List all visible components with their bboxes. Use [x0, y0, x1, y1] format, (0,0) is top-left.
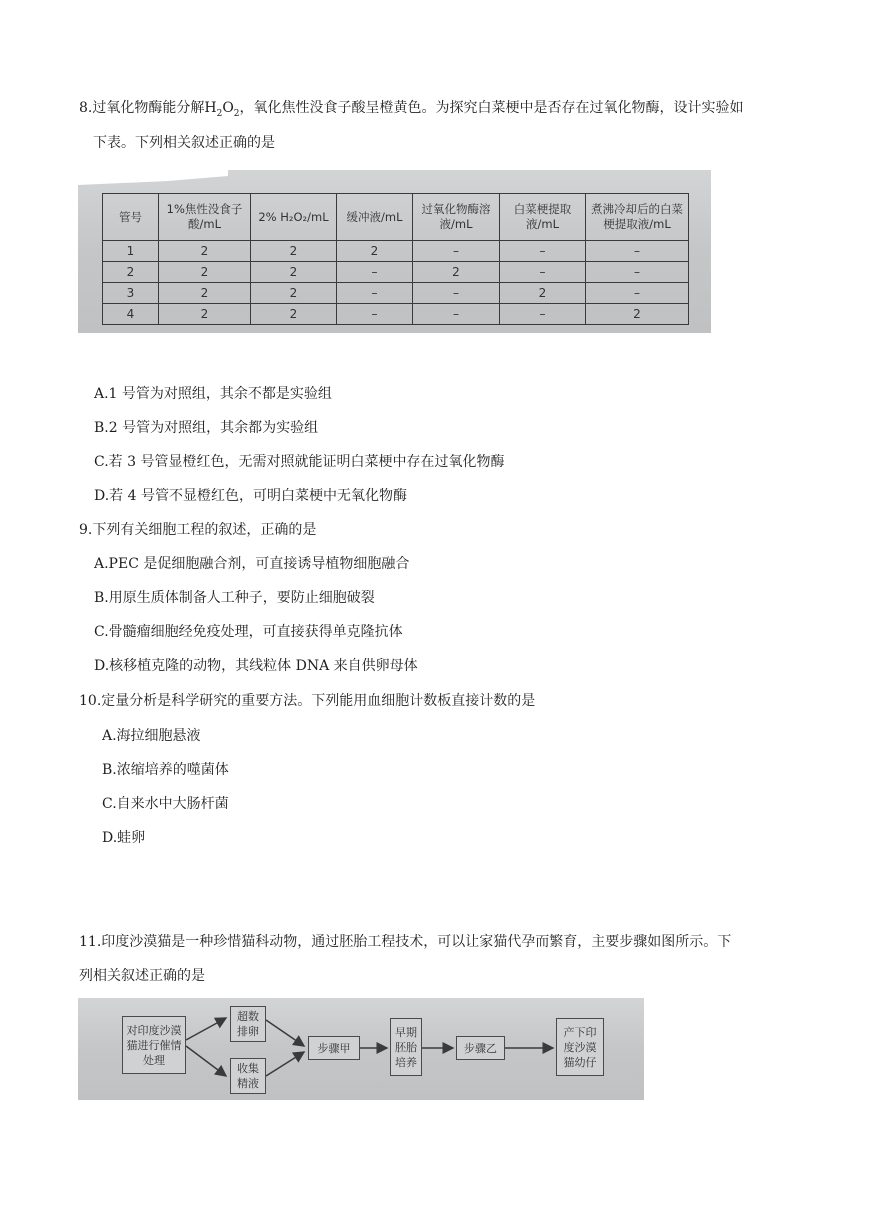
table-header-cell: 缓冲液/mL [337, 194, 413, 241]
table-row [103, 262, 689, 283]
table-cell: – [500, 304, 586, 325]
table-cell: – [413, 241, 500, 262]
table-cell: 2 [159, 283, 251, 304]
table-cell: 1 [103, 241, 159, 262]
flow-step-b-box: 步骤乙 [456, 1036, 505, 1060]
table-row [103, 241, 689, 262]
q9-option-d: D.核移植克隆的动物，其线粒体 DNA 来自供卵母体 [94, 658, 418, 674]
q10-option-b: B.浓缩培养的噬菌体 [102, 762, 229, 778]
q10-option-d: D.蛙卵 [102, 830, 146, 846]
q8-stem-line2: 下表。下列相关叙述正确的是 [93, 135, 275, 151]
q9-stem: 9.下列有关细胞工程的叙述，正确的是 [79, 522, 317, 538]
q11-stem-line1: 11.印度沙漠猫是一种珍惜猫科动物，通过胚胎工程技术，可以让家猫代孕而繁育，主要步骤如图所示。下 [79, 934, 732, 950]
flow-superovulation-box: 超数排卵 [230, 1006, 266, 1042]
q8-option-a: A.1 号管为对照组，其余不都是实验组 [94, 386, 332, 402]
flow-start-box: 对印度沙漠猫进行催情处理 [122, 1016, 186, 1074]
table-header-cell: 2% H₂O₂/mL [251, 194, 337, 241]
flow-end-box: 产下印度沙漠猫幼仔 [556, 1018, 604, 1076]
table-cell: – [586, 241, 689, 262]
q8-option-c: C.若 3 号管显橙红色，无需对照就能证明白菜梗中存在过氧化物酶 [94, 454, 505, 470]
flowchart-photo [78, 998, 644, 1100]
q9-option-a: A.PEC 是促细胞融合剂，可直接诱导植物细胞融合 [94, 556, 410, 572]
table-cell: 2 [103, 262, 159, 283]
flow-embryo-culture-box: 早期胚胎培养 [390, 1018, 422, 1076]
q8-stem-line1: 8.过氧化物酶能分解$H_2O_2$，氧化焦性没食子酸呈橙黄色。为探究白菜梗中是否存在过氧化物酶，设计实验如 [79, 100, 744, 119]
table-header-row [103, 194, 689, 241]
q11-stem-line2: 列相关叙述正确的是 [79, 968, 205, 984]
q9-option-b: B.用原生质体制备人工种子，要防止细胞破裂 [94, 590, 375, 606]
flow-step-a-box: 步骤甲 [308, 1036, 360, 1060]
paper-edge [78, 170, 228, 190]
table-header-cell: 过氧化物酶溶液/mL [413, 194, 500, 241]
table-cell: 2 [251, 304, 337, 325]
table-cell: 3 [103, 283, 159, 304]
table-cell: – [500, 241, 586, 262]
q8-option-b: B.2 号管为对照组，其余都为实验组 [94, 420, 319, 436]
table-header-cell: 煮沸冷却后的白菜梗提取液/mL [586, 194, 689, 241]
table-cell: – [586, 262, 689, 283]
table-cell: 2 [251, 262, 337, 283]
q9-option-c: C.骨髓瘤细胞经免疫处理，可直接获得单克隆抗体 [94, 624, 403, 640]
flow-collect-semen-box: 收集精液 [230, 1058, 266, 1094]
table-cell: 4 [103, 304, 159, 325]
table-cell: 2 [586, 304, 689, 325]
q10-stem: 10.定量分析是科学研究的重要方法。下列能用血细胞计数板直接计数的是 [79, 693, 536, 709]
q10-option-a: A.海拉细胞悬液 [102, 728, 201, 744]
table-cell: 2 [413, 262, 500, 283]
q8-option-d: D.若 4 号管不显橙红色，可明白菜梗中无氧化物酶 [94, 488, 407, 504]
table-cell: – [337, 304, 413, 325]
table-cell: – [337, 262, 413, 283]
q10-option-c: C.自来水中大肠杆菌 [102, 796, 229, 812]
table-cell: 2 [337, 241, 413, 262]
table-cell: – [413, 283, 500, 304]
table-cell: – [413, 304, 500, 325]
experiment-table [102, 193, 689, 325]
table-header-cell: 1%焦性没食子酸/mL [159, 194, 251, 241]
experiment-table-photo [78, 170, 711, 333]
table-row [103, 283, 689, 304]
table-cell: 2 [251, 283, 337, 304]
table-cell: 2 [159, 241, 251, 262]
table-header-cell: 白菜梗提取液/mL [500, 194, 586, 241]
table-cell: 2 [159, 304, 251, 325]
table-cell: – [500, 262, 586, 283]
table-cell: 2 [500, 283, 586, 304]
table-cell: 2 [251, 241, 337, 262]
table-cell: – [586, 283, 689, 304]
table-row [103, 304, 689, 325]
table-cell: 2 [159, 262, 251, 283]
table-header-cell: 管号 [103, 194, 159, 241]
table-cell: – [337, 283, 413, 304]
